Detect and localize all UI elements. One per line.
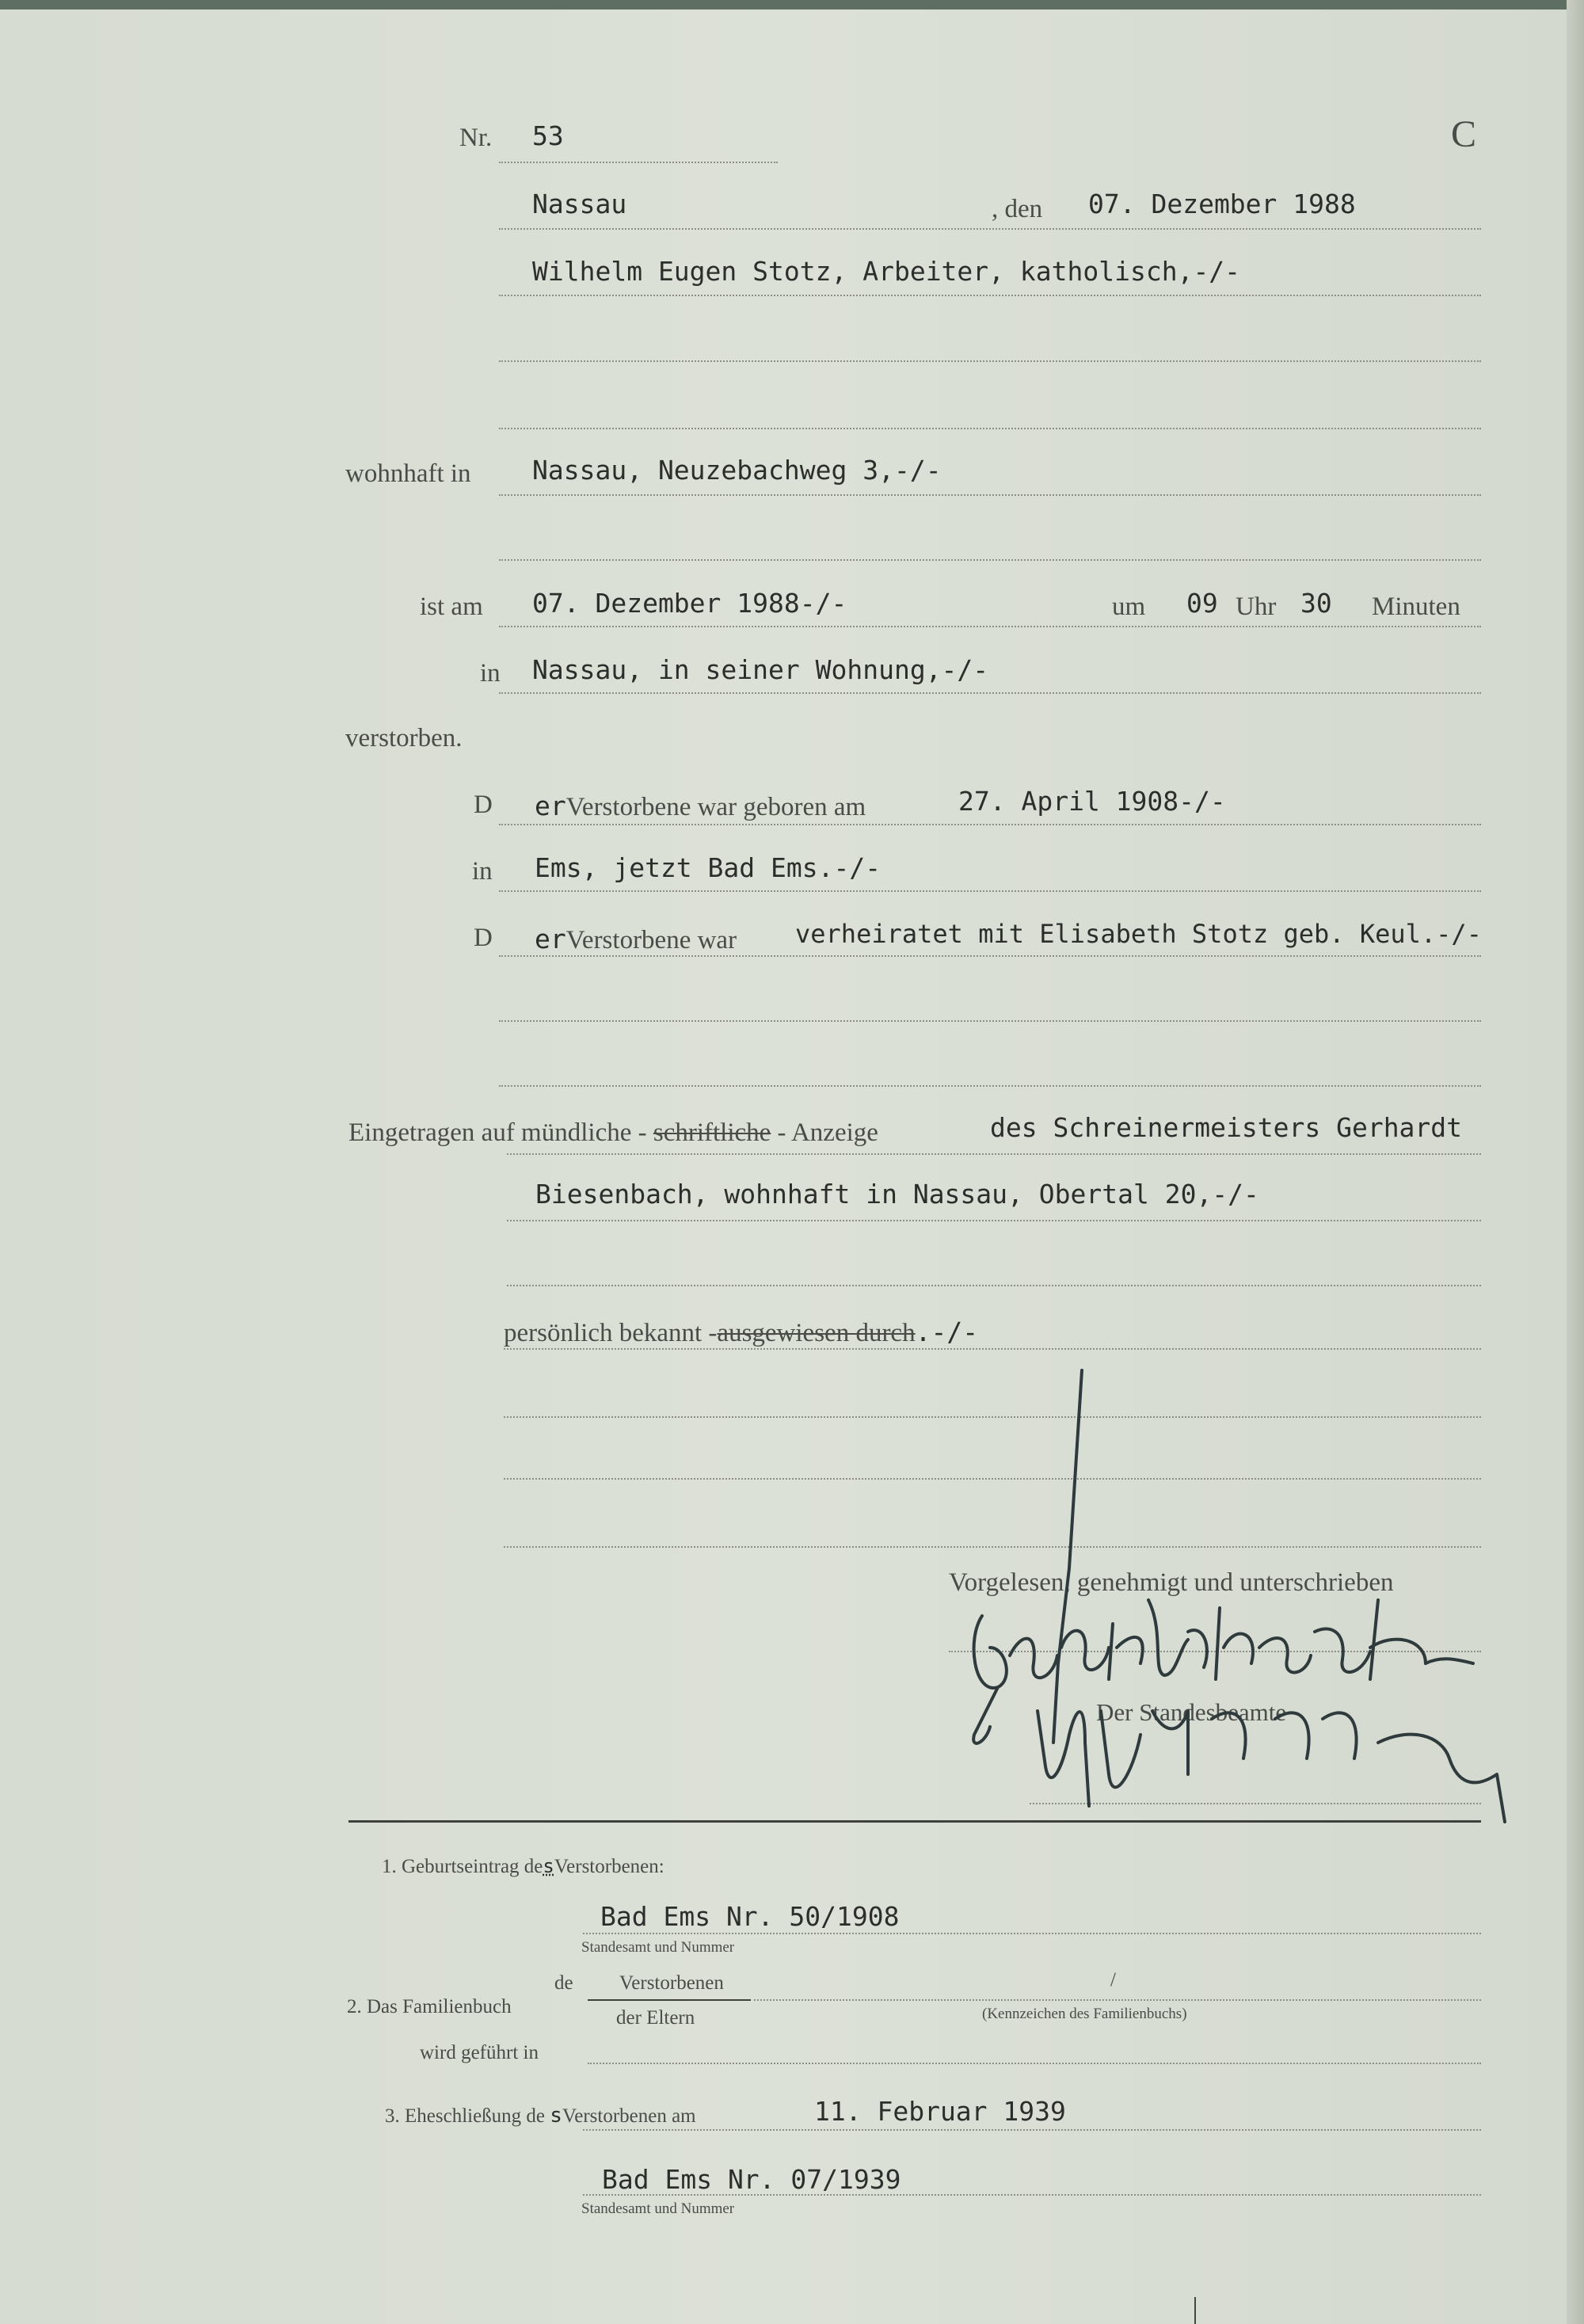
family-book-fraction-line bbox=[588, 1999, 751, 2001]
birth-entry-line bbox=[583, 1933, 1481, 1934]
marital-prefix: D bbox=[474, 924, 493, 952]
birth-label: Verstorbene war geboren am bbox=[565, 793, 866, 821]
time-minutes: 30 bbox=[1300, 588, 1332, 619]
birth-date-value: 27. April 1908-/- bbox=[958, 786, 1226, 817]
identity-struck: ausgewiesen durch bbox=[717, 1319, 916, 1347]
informant-line-rule-2 bbox=[507, 1220, 1481, 1221]
registration-label bbox=[348, 1118, 878, 1148]
time-hour: 09 bbox=[1186, 588, 1218, 619]
place-of-registration: Nassau bbox=[532, 189, 627, 219]
informant-signature bbox=[950, 1362, 1552, 1853]
death-place-label: in bbox=[480, 659, 501, 688]
date-label: , den bbox=[992, 195, 1043, 223]
entry-number-line bbox=[499, 162, 778, 163]
residence-value: Nassau, Neuzebachweg 3,-/- bbox=[532, 455, 942, 486]
family-book-parents: der Eltern bbox=[616, 2007, 695, 2029]
register-page bbox=[0, 10, 1567, 2324]
identity-label bbox=[504, 1316, 978, 1348]
registration-date: 07. Dezember 1988 bbox=[1088, 189, 1356, 219]
birth-entry-value: Bad Ems Nr. 50/1908 bbox=[600, 1901, 900, 1932]
marital-line-3 bbox=[499, 1085, 1481, 1087]
informant-line-rule-1 bbox=[507, 1153, 1481, 1155]
family-book-label: 2. Das Familienbuch bbox=[347, 1996, 512, 2017]
registration-label-start: Eingetragen auf mündliche - bbox=[348, 1118, 647, 1147]
marriage-office-value: Bad Ems Nr. 07/1939 bbox=[602, 2164, 901, 2195]
informant-line-rule-3 bbox=[507, 1285, 1481, 1286]
marriage-date-value: 11. Februar 1939 bbox=[814, 2096, 1066, 2127]
name-line-3 bbox=[499, 428, 1481, 429]
family-book-de: de bbox=[554, 1972, 573, 1994]
birth-entry-office-label: Standesamt und Nummer bbox=[581, 1939, 735, 1956]
family-book-line bbox=[754, 1999, 1481, 2001]
residence-line-2 bbox=[499, 559, 1481, 561]
family-book-deceased: Verstorbenen bbox=[619, 1972, 724, 1994]
family-book-kept-line bbox=[588, 2063, 1481, 2064]
birth-place-value: Ems, jetzt Bad Ems.-/- bbox=[535, 852, 881, 883]
birth-entry-label-text: 1. Geburtseintrag de bbox=[382, 1856, 543, 1877]
birth-entry-suffix: Verstorbenen: bbox=[554, 1856, 664, 1877]
nr-label: Nr. bbox=[459, 124, 493, 152]
registration-label-struck: schriftliche bbox=[653, 1118, 771, 1147]
marriage-office-label: Standesamt und Nummer bbox=[581, 2200, 735, 2217]
deceased-name: Wilhelm Eugen Stotz, Arbeiter, katholisch,-/- bbox=[532, 256, 1241, 287]
marriage-office-line bbox=[583, 2194, 1481, 2196]
informant-line-2: Biesenbach, wohnhaft in Nassau, Obertal 20,-/- bbox=[535, 1179, 1259, 1210]
registrar-label: Der Standesbeamte bbox=[1096, 1698, 1287, 1726]
informant-line-1: des Schreinermeisters Gerhardt bbox=[990, 1112, 1463, 1143]
marital-line bbox=[499, 955, 1481, 957]
identity-line bbox=[504, 1348, 1481, 1350]
birth-entry-label bbox=[382, 1855, 664, 1878]
read-approved-signed: Vorgelesen, genehmigt und unterschrieben bbox=[949, 1568, 1394, 1597]
family-book-mark-label: (Kennzeichen des Familienbuchs) bbox=[982, 2006, 1187, 2022]
time-minutes-label: Minuten bbox=[1372, 592, 1460, 621]
birth-place-label: in bbox=[472, 857, 493, 886]
death-place-value: Nassau, in seiner Wohnung,-/- bbox=[532, 654, 989, 685]
marriage-label bbox=[385, 2104, 696, 2128]
residence-label: wohnhaft in bbox=[345, 459, 471, 488]
death-place-line bbox=[499, 692, 1481, 694]
family-book-kept-label: wird geführt in bbox=[420, 2042, 539, 2063]
registration-label-end: - Anzeige bbox=[777, 1118, 878, 1147]
residence-line bbox=[499, 494, 1481, 496]
corner-letter: C bbox=[1451, 113, 1477, 155]
family-book-slash: / bbox=[1110, 1969, 1116, 1991]
marital-phrase bbox=[535, 924, 737, 955]
marriage-label-text: 3. Eheschließung de bbox=[385, 2105, 546, 2127]
identity-known: persönlich bekannt - bbox=[504, 1319, 718, 1347]
death-date-label: ist am bbox=[420, 592, 483, 621]
marriage-date-line bbox=[583, 2129, 1481, 2131]
binding-edge bbox=[1567, 0, 1584, 2324]
time-uhr-label: Uhr bbox=[1236, 592, 1277, 621]
marriage-mid: Verstorbenen am bbox=[562, 2105, 696, 2127]
deceased-label: verstorben. bbox=[345, 724, 463, 752]
death-date-line bbox=[499, 626, 1481, 627]
entry-number: 53 bbox=[532, 120, 564, 151]
identity-suffix: .-/- bbox=[915, 1316, 979, 1347]
marital-label: Verstorbene war bbox=[565, 926, 737, 954]
birth-prefix: D bbox=[474, 791, 493, 819]
time-um-label: um bbox=[1112, 592, 1146, 621]
name-line-2 bbox=[499, 360, 1481, 362]
marriage-s: s bbox=[550, 2104, 562, 2128]
birth-place-line bbox=[499, 890, 1481, 892]
date-line bbox=[499, 228, 1481, 230]
footer-separator bbox=[348, 1820, 1481, 1823]
marital-line-2 bbox=[499, 1020, 1481, 1022]
birth-date-line bbox=[499, 824, 1481, 825]
marital-value: verheiratet mit Elisabeth Stotz geb. Keul.-/- bbox=[795, 919, 1482, 949]
marital-er: er bbox=[535, 924, 566, 954]
birth-entry-s: s bbox=[543, 1855, 554, 1877]
birth-er: er bbox=[535, 791, 566, 821]
death-date-value: 07. Dezember 1988-/- bbox=[532, 588, 847, 619]
name-line-1 bbox=[499, 295, 1481, 296]
bottom-tick bbox=[1194, 2297, 1196, 2324]
birth-phrase bbox=[535, 791, 866, 822]
